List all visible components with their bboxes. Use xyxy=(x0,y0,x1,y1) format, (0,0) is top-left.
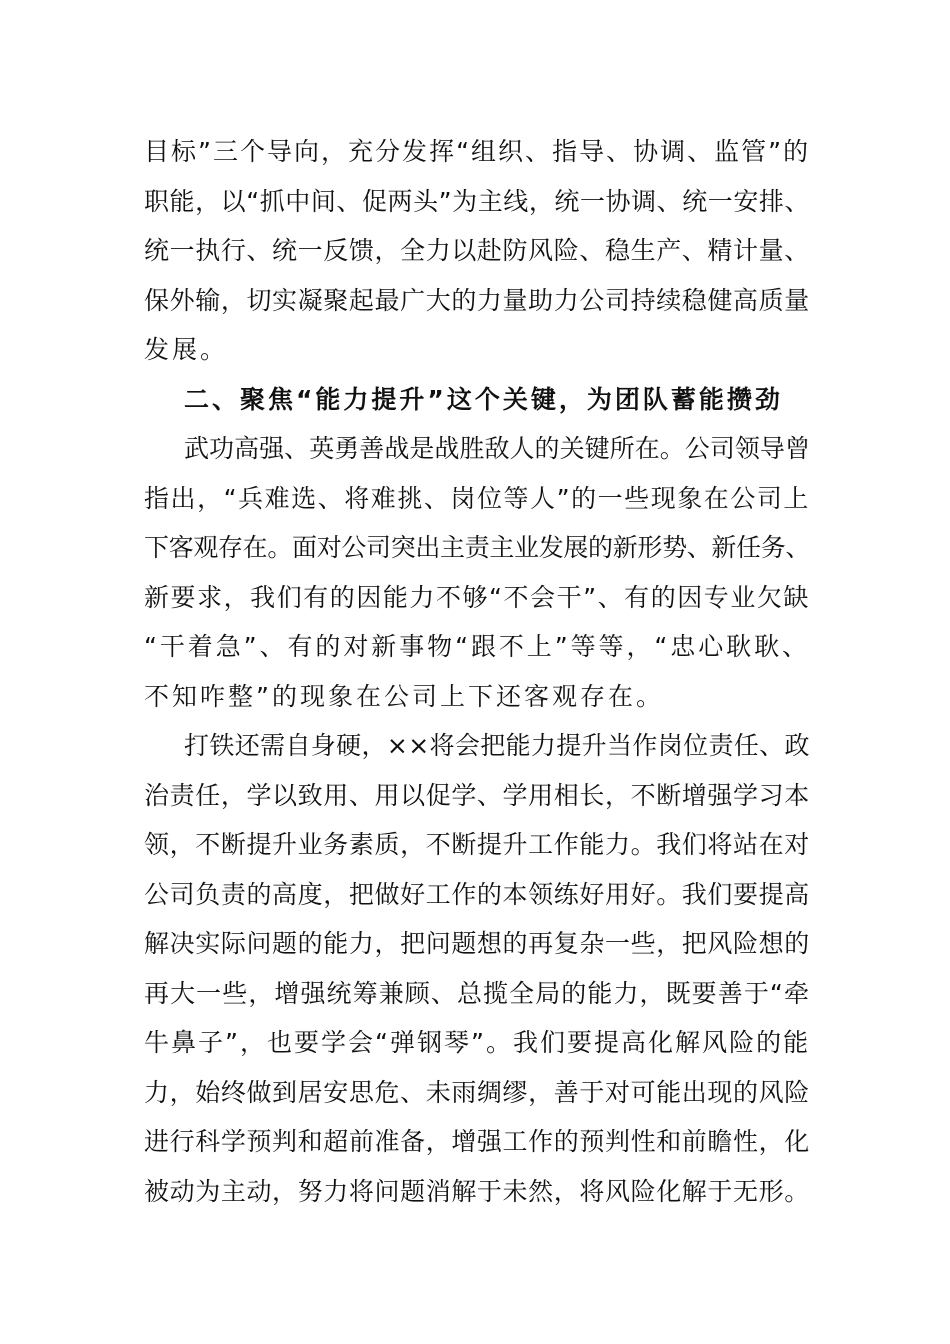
document-body xyxy=(144,127,810,1216)
heading-line: 二、聚焦“能力提升”这个关键，为团队蓄能攒劲 xyxy=(184,384,783,414)
text-line: 目标”三个导向，充分发挥“组织、指导、协调、监管”的 xyxy=(144,137,811,166)
text-line: 解决实际问题的能力，把问题想的再复杂一些，把风险想的 xyxy=(144,929,810,958)
text-line: 被动为主动，努力将问题消解于未然，将风险化解于无形。 xyxy=(144,1176,810,1206)
paragraph-2 xyxy=(144,424,810,721)
text-line: 指出，“兵难选、将难挑、岗位等人”的一些现象在公司上 xyxy=(144,483,810,513)
text-line: 领，不断提升业务素质，不断提升工作能力。我们将站在对 xyxy=(144,830,810,859)
text-line: 新要求，我们有的因能力不够“不会干”、有的因专业欠缺 xyxy=(144,582,810,612)
text-line: 职能，以“抓中间、促两头”为主线，统一协调、统一安排、 xyxy=(144,186,811,216)
text-line: 不知咋整”的现象在公司上下还客观存在。 xyxy=(144,681,664,711)
text-line: 保外输，切实凝聚起最广大的力量助力公司持续稳健高质量 xyxy=(144,285,810,315)
text-line: “干着急”、有的对新事物“跟不上”等等，“忠心耿耿、 xyxy=(144,632,810,661)
paragraph-1 xyxy=(144,127,810,375)
text-line: 力，始终做到居安思危、未雨绸缪，善于对可能出现的风险 xyxy=(144,1077,810,1107)
text-line: 再大一些，增强统筹兼顾、总揽全局的能力，既要善于“牵 xyxy=(144,978,811,1008)
text-line: 统一执行、统一反馈，全力以赴防风险、稳生产、精计量、 xyxy=(144,236,810,265)
text-line: 下客观存在。面对公司突出主责主业发展的新形势、新任务、 xyxy=(144,533,811,562)
text-line: 发展。 xyxy=(144,335,229,364)
text-line: 牛鼻子”，也要学会“弹钢琴”。我们要提高化解风险的能 xyxy=(144,1028,811,1057)
paragraph-3 xyxy=(144,721,810,1216)
text-line: 公司负责的高度，把做好工作的本领练好用好。我们要提高 xyxy=(144,879,810,909)
section-heading xyxy=(144,375,810,425)
text-line: 打铁还需自身硬，××将会把能力提升当作岗位责任、政 xyxy=(184,731,810,760)
text-line: 进行科学预判和超前准备，增强工作的预判性和前瞻性，化 xyxy=(144,1127,810,1156)
text-line: 治责任，学以致用、用以促学、学用相长，不断增强学习本 xyxy=(144,780,810,810)
text-line: 武功高强、英勇善战是战胜敌人的关键所在。公司领导曾 xyxy=(184,434,811,463)
